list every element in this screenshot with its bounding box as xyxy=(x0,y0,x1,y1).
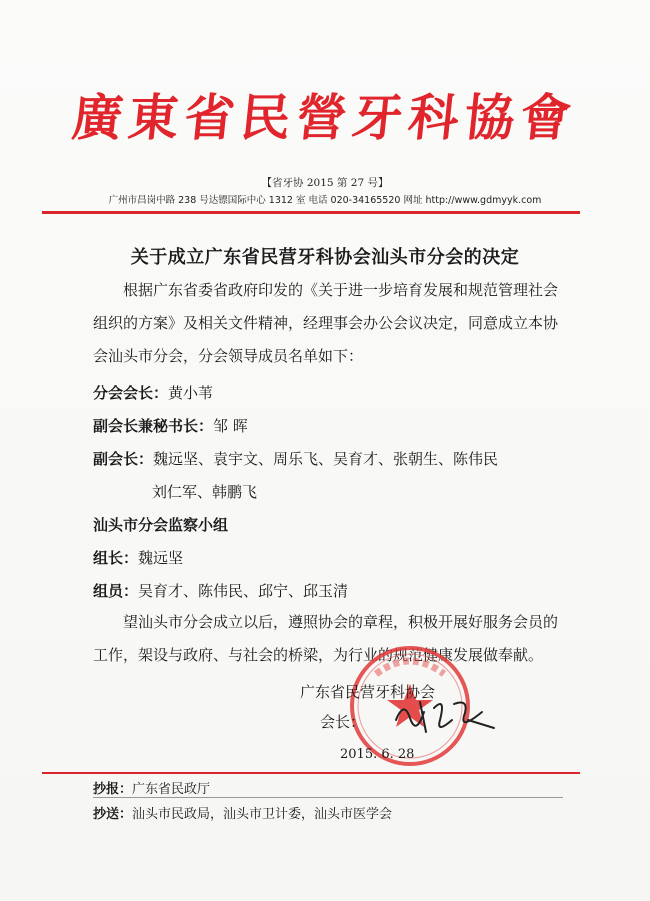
cc-divider xyxy=(93,797,563,798)
paragraph-closing: 望汕头市分会成立以后，遵照协会的章程，积极开展好服务会员的工作，架设与政府、与社会的桥梁，为行业的规范健康发展做奉献。 xyxy=(93,613,559,664)
group-line xyxy=(93,580,348,601)
supervision-heading: 汕头市分会监察小组 xyxy=(93,516,229,534)
vice-names-2: 刘仁军、韩鹏飞 xyxy=(152,483,258,501)
copy-send-line xyxy=(93,803,392,822)
leader-name: 魏远坚 xyxy=(138,549,184,567)
vice-presidents-line xyxy=(93,448,498,469)
document-number: 【省牙协 2015 第 27 号】 xyxy=(261,177,389,189)
vice-secretary-label: 副会长兼秘书长： xyxy=(93,417,214,435)
vice-secretary-line xyxy=(93,415,248,436)
leader-line xyxy=(93,547,183,568)
copy-label: 抄报： xyxy=(93,782,133,797)
president-name: 黄小苇 xyxy=(168,384,214,402)
footer-red-rule xyxy=(42,772,580,774)
handwritten-signature xyxy=(390,690,500,740)
header-address: 广州市昌岗中路 238 号达镖国际中心 1312 室 电话 020-34165520 网址 http://www.gdmyyk.com xyxy=(108,195,542,206)
group-label: 组员： xyxy=(93,582,139,600)
copy-report-line xyxy=(93,778,210,797)
leader-label: 组长： xyxy=(93,549,139,567)
vice-names-1: 魏远坚、袁宇文、周乐飞、吴育才、张朝生、陈伟民 xyxy=(153,450,499,468)
document-title: 关于成立广东省民营牙科协会汕头市分会的决定 xyxy=(130,247,520,268)
vice-label: 副会长： xyxy=(93,450,154,468)
group-names: 吴育才、陈伟民、邱宁、邱玉清 xyxy=(138,582,349,600)
signature-date: 2015. 6. 28 xyxy=(340,747,415,762)
president-label: 分会会长： xyxy=(93,384,169,402)
send-label: 抄送： xyxy=(93,807,133,822)
signature-label: 会长： xyxy=(320,713,366,731)
president-line xyxy=(93,382,213,403)
signature-org: 广东省民营牙科协会 xyxy=(300,683,436,701)
paragraph-intro: 根据广东省委省政府印发的《关于进一步培育发展和规范管理社会组织的方案》及相关文件精神，经理事会办公会议决定，同意成立本协会汕头市分会，分会领导成员名单如下： xyxy=(93,281,559,365)
vice-secretary-name: 邹 晖 xyxy=(213,417,248,435)
header-red-rule xyxy=(42,211,580,214)
letterhead-org-name: 廣東省民營牙科協會 xyxy=(69,88,580,147)
copy-recipient: 广东省民政厅 xyxy=(132,782,211,797)
send-recipients: 汕头市民政局，汕头市卫计委，汕头市医学会 xyxy=(132,807,393,822)
